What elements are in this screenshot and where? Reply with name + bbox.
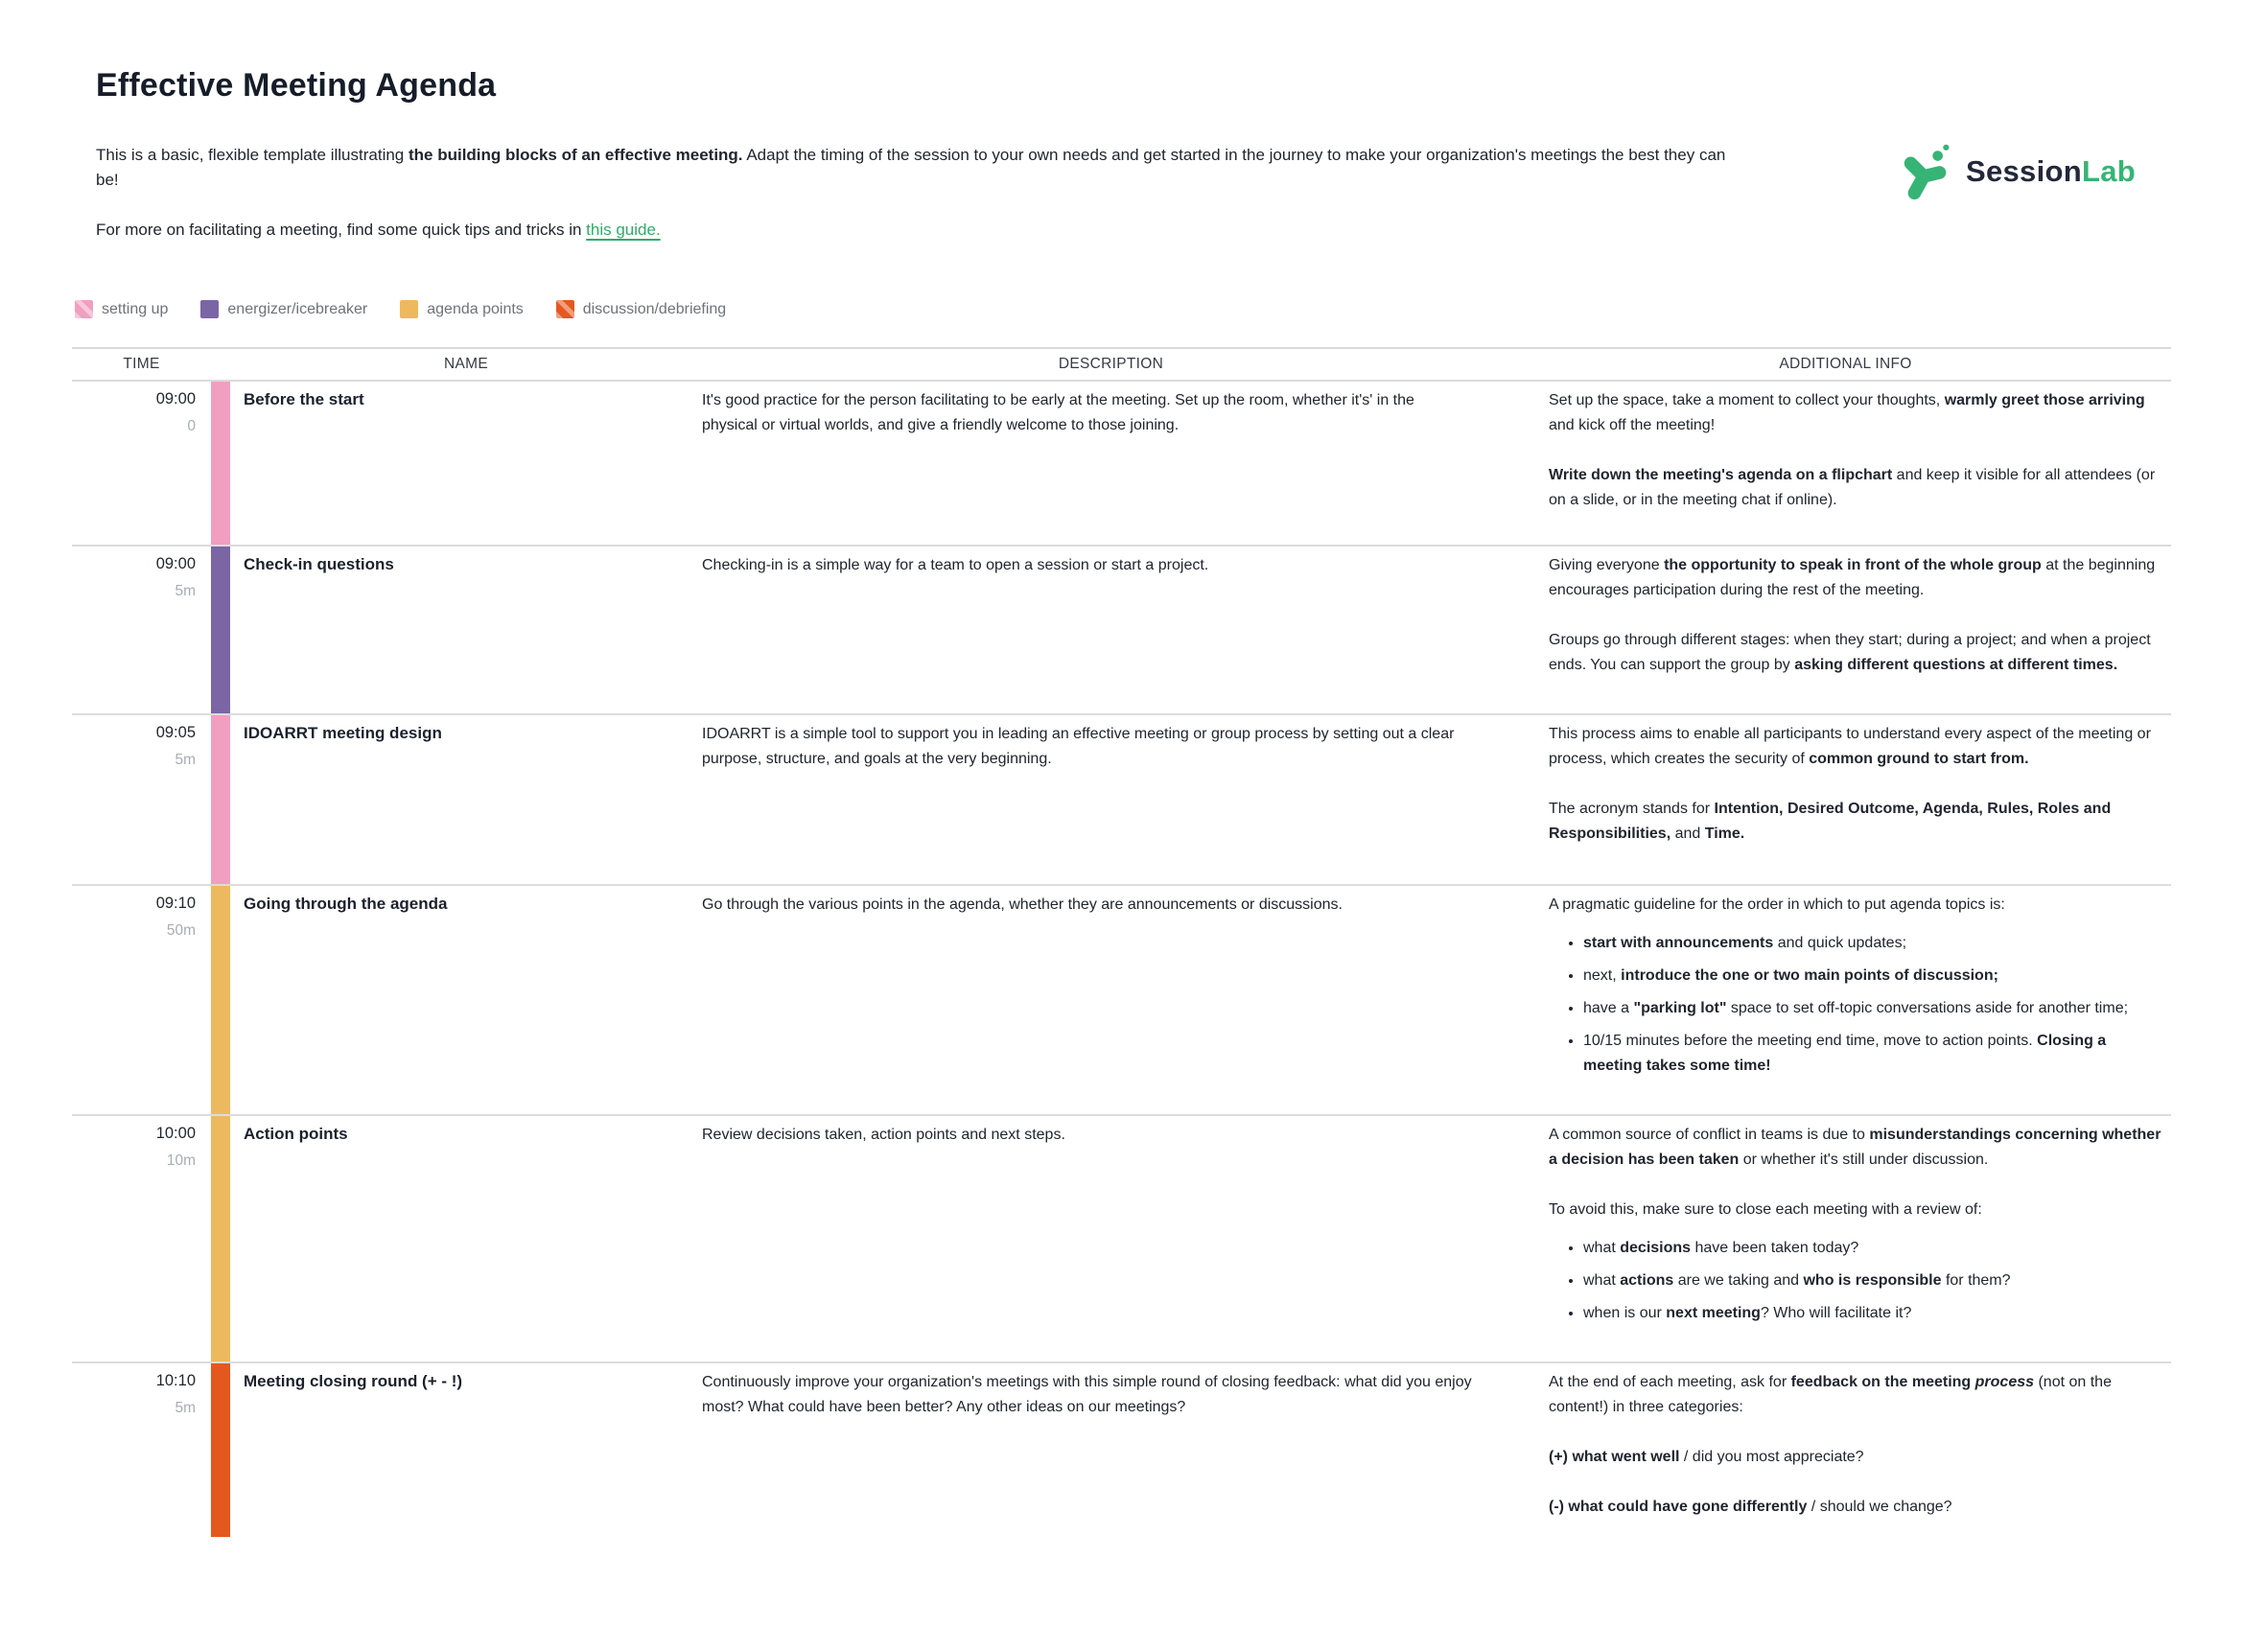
agenda-table — [72, 347, 2171, 1537]
session-additional-info — [1520, 547, 2171, 713]
intro-pre: This is a basic, flexible template illustrating — [96, 146, 409, 164]
session-description: Review decisions taken, action points and next steps. — [702, 1127, 1065, 1143]
additional-info-bullets — [1549, 931, 2167, 1079]
session-name: Meeting closing round (+ - !) — [244, 1372, 463, 1390]
this-guide-link[interactable]: this guide. — [586, 221, 661, 239]
legend-label: energizer/icebreaker — [227, 300, 368, 317]
additional-info-paragraph: Write down the meeting's agenda on a flipchart and keep it visible for all attendees (or on a slide, or in the meeting chat if online). — [1549, 467, 2156, 508]
category-bar-setting-up — [211, 382, 230, 545]
agenda-row — [72, 382, 2171, 547]
row-duration: 50m — [166, 922, 196, 939]
row-start-time: 09:00 — [155, 555, 196, 572]
category-bar-agenda-points — [211, 1116, 230, 1361]
legend-color-swatch — [200, 300, 219, 318]
legend — [75, 300, 2243, 318]
guide-pre: For more on facilitating a meeting, find some quick tips and tricks in — [96, 221, 587, 239]
time-cell — [72, 382, 211, 545]
additional-info-paragraph: A common source of conflict in teams is due to misunderstandings concerning whether a decision has been taken or whether it's still under discussion. — [1549, 1127, 2161, 1168]
legend-color-swatch — [400, 300, 418, 318]
additional-info-bullet: • have a "parking lot" space to set off-topic conversations aside for another time; — [1583, 996, 2167, 1021]
additional-info-paragraph: Giving everyone the opportunity to speak in front of the whole group at the beginning encourages participation during the rest of the meeting. — [1549, 557, 2156, 598]
row-start-time: 10:00 — [155, 1125, 196, 1142]
time-cell — [72, 886, 211, 1114]
legend-label: discussion/debriefing — [582, 300, 727, 317]
session-additional-info — [1520, 715, 2171, 884]
row-duration: 5m — [175, 752, 196, 768]
row-duration: 0 — [187, 418, 196, 434]
agenda-table-body — [72, 382, 2171, 1537]
additional-info-bullet: • 10/15 minutes before the meeting end time, move to action points. Closing a meeting takes some time! — [1583, 1029, 2167, 1079]
category-bar-cell — [211, 715, 230, 884]
additional-info-paragraph: Groups go through different stages: when they start; during a project; and when a project ends. You can support the group by asking different questions at different times. — [1549, 632, 2151, 673]
category-bar-discussion-debriefing — [211, 1363, 230, 1537]
additional-info-paragraph: This process aims to enable all participants to understand every aspect of the meeting or process, which creates the security of common ground to start from. — [1549, 726, 2151, 767]
column-header-name: NAME — [444, 356, 488, 372]
additional-info-bullet: • when is our next meeting? Who will facilitate it? — [1583, 1301, 2167, 1326]
category-bar-setting-up — [211, 715, 230, 884]
time-cell — [72, 547, 211, 713]
time-cell — [72, 1116, 211, 1361]
legend-item — [200, 300, 367, 318]
sessionlab-logo-icon — [1897, 142, 1956, 201]
row-start-time: 10:10 — [155, 1372, 196, 1389]
legend-item — [556, 300, 726, 318]
time-cell — [72, 715, 211, 884]
agenda-row — [72, 547, 2171, 715]
category-bar-cell — [211, 1116, 230, 1361]
category-bar-energizer-icebreaker — [211, 547, 230, 713]
session-description: Go through the various points in the agenda, whether they are announcements or discussions. — [702, 896, 1343, 913]
logo-text-session: Session — [1966, 154, 2082, 188]
column-header-additional-info: ADDITIONAL INFO — [1779, 356, 1912, 372]
additional-info-paragraph: Set up the space, take a moment to collect your thoughts, warmly greet those arriving and kick off the meeting! — [1549, 392, 2145, 433]
intro-paragraph — [96, 143, 1726, 193]
legend-item — [75, 300, 168, 318]
session-additional-info — [1520, 1116, 2171, 1361]
column-header-description: DESCRIPTION — [1058, 356, 1164, 372]
intro-post: Adapt the timing of the session to your own needs and get started in the journey to make your organization's meetings the best they can be! — [96, 146, 1726, 189]
additional-info-paragraph: At the end of each meeting, ask for feedback on the meeting process (not on the content!) in three categories: — [1549, 1374, 2112, 1415]
category-bar-cell — [211, 382, 230, 545]
session-description: IDOARRT is a simple tool to support you in leading an effective meeting or group process by setting out a clear purpose, structure, and goals at the very beginning. — [702, 726, 1455, 767]
legend-item — [400, 300, 524, 318]
additional-info-paragraph: The acronym stands for Intention, Desired Outcome, Agenda, Rules, Roles and Responsibilities, and Time. — [1549, 801, 2112, 842]
category-bar-cell — [211, 1363, 230, 1537]
sessionlab-logo — [1897, 142, 2136, 201]
additional-info-paragraph: A pragmatic guideline for the order in which to put agenda topics is: — [1549, 896, 2005, 913]
category-bar-agenda-points — [211, 886, 230, 1114]
session-additional-info — [1520, 886, 2171, 1114]
session-name: IDOARRT meeting design — [244, 724, 442, 742]
row-duration: 5m — [175, 1400, 196, 1416]
additional-info-bullet: • next, introduce the one or two main points of discussion; — [1583, 964, 2167, 989]
legend-color-swatch — [556, 300, 574, 318]
session-name: Before the start — [244, 390, 364, 408]
row-start-time: 09:05 — [155, 724, 196, 741]
legend-label: setting up — [102, 300, 169, 317]
row-start-time: 09:10 — [155, 895, 196, 912]
session-description: It's good practice for the person facilitating to be early at the meeting. Set up the room, whether it's' in the physical or virtual worlds, and give a friendly welcome to those joining. — [702, 392, 1414, 433]
session-additional-info — [1520, 1363, 2171, 1537]
additional-info-bullets — [1549, 1236, 2167, 1326]
agenda-row — [72, 1116, 2171, 1363]
category-bar-cell — [211, 886, 230, 1114]
time-cell — [72, 1363, 211, 1537]
intro-bold: the building blocks of an effective meeting. — [408, 146, 743, 164]
session-description: Checking-in is a simple way for a team to open a session or start a project. — [702, 557, 1209, 573]
session-name: Check-in questions — [244, 555, 394, 573]
row-duration: 5m — [175, 583, 196, 599]
legend-color-swatch — [75, 300, 93, 318]
agenda-row — [72, 1363, 2171, 1537]
session-description: Continuously improve your organization's meetings with this simple round of closing feedback: what did you enjoy most? What could have been better? Any other ideas on our meetings? — [702, 1374, 1472, 1415]
additional-info-bullet: • what decisions have been taken today? — [1583, 1236, 2167, 1261]
logo-text-lab: Lab — [2081, 154, 2136, 188]
row-start-time: 09:00 — [155, 390, 196, 407]
additional-info-bullet: • start with announcements and quick updates; — [1583, 931, 2167, 956]
session-name: Going through the agenda — [244, 895, 448, 913]
column-header-time: TIME — [123, 356, 160, 372]
document-page — [0, 67, 2243, 1652]
category-bar-cell — [211, 547, 230, 713]
additional-info-bullet: • what actions are we taking and who is responsible for them? — [1583, 1268, 2167, 1293]
page-title: Effective Meeting Agenda — [96, 67, 497, 104]
additional-info-paragraph: To avoid this, make sure to close each meeting with a review of: — [1549, 1201, 1982, 1218]
session-additional-info — [1520, 382, 2171, 545]
additional-info-paragraph: (+) what went well / did you most appreciate? — [1549, 1449, 1864, 1465]
agenda-row — [72, 715, 2171, 886]
guide-paragraph — [96, 218, 2243, 243]
session-name: Action points — [244, 1125, 348, 1143]
row-duration: 10m — [166, 1152, 196, 1169]
additional-info-paragraph: (-) what could have gone differently / should we change? — [1549, 1499, 1952, 1515]
legend-label: agenda points — [427, 300, 524, 317]
sessionlab-logo-text — [1966, 154, 2136, 189]
agenda-table-header — [72, 349, 2171, 382]
agenda-row — [72, 886, 2171, 1116]
